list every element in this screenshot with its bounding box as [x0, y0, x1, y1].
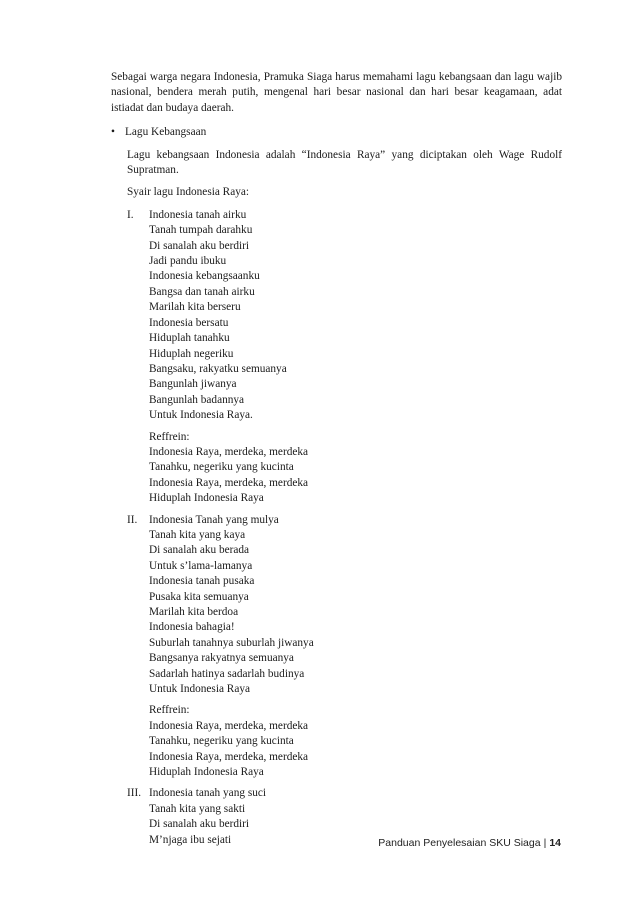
lyric-line: Hiduplah negeriku	[149, 347, 234, 360]
lyric-line: Indonesia Tanah yang mulya	[149, 513, 279, 526]
lyric-line: Tanah kita yang sakti	[149, 802, 246, 815]
refrain-label: Reffrein:	[149, 704, 190, 717]
lyric-line: Sadarlah hatinya sadarlah budinya	[149, 667, 305, 680]
stanza-number: III.	[127, 787, 142, 800]
refrain-line: Tanahku, negeriku yang kucinta	[149, 461, 294, 474]
page-content	[111, 70, 562, 854]
lyric-line: Di sanalah aku berada	[149, 544, 250, 557]
lyric-line: Bangsa dan tanah airku	[149, 285, 255, 298]
lyric-line: Untuk Indonesia Raya	[149, 683, 251, 696]
bullet-icon: •	[111, 126, 115, 139]
lyric-line: Bangsaku, rakyatku semuanya	[149, 362, 287, 375]
refrain-block	[149, 430, 562, 507]
section-description: Lagu kebangsaan Indonesia adalah “Indonesia Raya” yang diciptakan oleh Wage Rudolf Supratman.	[127, 148, 562, 177]
lyric-line: Untuk s’lama-lamanya	[149, 559, 253, 572]
lyric-line: Marilah kita berseru	[149, 301, 241, 314]
lyric-line: Di sanalah aku berdiri	[149, 239, 250, 252]
lyric-line: Bangunlah jiwanya	[149, 378, 237, 391]
lyric-line: Jadi pandu ibuku	[149, 255, 227, 268]
lyric-line: Indonesia bersatu	[149, 316, 229, 329]
refrain-line: Hiduplah Indonesia Raya	[149, 492, 264, 505]
refrain-line: Indonesia Raya, merdeka, merdeka	[149, 750, 309, 763]
refrain-line: Indonesia Raya, merdeka, merdeka	[149, 445, 309, 458]
refrain-line: Hiduplah Indonesia Raya	[149, 766, 264, 779]
footer-separator: |	[543, 837, 547, 849]
lyric-line: Marilah kita berdoa	[149, 606, 239, 618]
lyric-line: Tanah kita yang kaya	[149, 528, 246, 541]
stanza-2	[127, 513, 562, 781]
stanza-lines	[149, 513, 562, 781]
lyric-line: Indonesia tanah pusaka	[149, 575, 255, 588]
lyric-line: Untuk Indonesia Raya.	[149, 409, 253, 422]
lyrics-title: Syair lagu Indonesia Raya:	[127, 186, 250, 199]
lyric-line: Pusaka kita semuanya	[149, 590, 249, 603]
footer-title: Panduan Penyelesaian SKU Siaga	[378, 837, 541, 849]
refrain-line: Tanahku, negeriku yang kucinta	[149, 735, 294, 748]
intro-paragraph: Sebagai warga negara Indonesia, Pramuka Siaga harus memahami lagu kebangsaan dan lagu wajib nasional, bendera merah putih, mengenal hari besar nasional dan hari besar keagamaan, adat istiadat dan budaya daerah.	[111, 71, 562, 114]
lyric-line: Indonesia bahagia!	[149, 621, 235, 634]
lyric-line: Bangunlah badannya	[149, 393, 245, 406]
stanza-number: I.	[127, 208, 134, 221]
section-heading: Lagu Kebangsaan	[125, 126, 207, 139]
lyric-line: Suburlah tanahnya suburlah jiwanya	[149, 636, 314, 649]
lyric-line: Tanah tumpah darahku	[149, 224, 253, 237]
bullet-item	[111, 125, 562, 140]
refrain-block	[149, 703, 562, 780]
lyric-line: Indonesia tanah yang suci	[149, 787, 267, 800]
lyric-line: Bangsanya rakyatnya semuanya	[149, 652, 294, 665]
stanza-1	[127, 208, 562, 507]
refrain-label: Reffrein:	[149, 430, 190, 443]
stanza-lines	[149, 208, 562, 507]
lyric-line: M’njaga ibu sejati	[149, 833, 232, 846]
lyric-line: Di sanalah aku berdiri	[149, 818, 250, 831]
lyric-line: Indonesia kebangsaanku	[149, 270, 260, 283]
page-number: 14	[549, 837, 561, 849]
page-footer	[378, 837, 561, 849]
refrain-line: Indonesia Raya, merdeka, merdeka	[149, 476, 309, 489]
refrain-line: Indonesia Raya, merdeka, merdeka	[149, 719, 309, 732]
lyric-line: Indonesia tanah airku	[149, 208, 247, 221]
section-body	[111, 148, 562, 848]
lyric-line: Hiduplah tanahku	[149, 332, 230, 345]
stanza-number: II.	[127, 513, 138, 526]
